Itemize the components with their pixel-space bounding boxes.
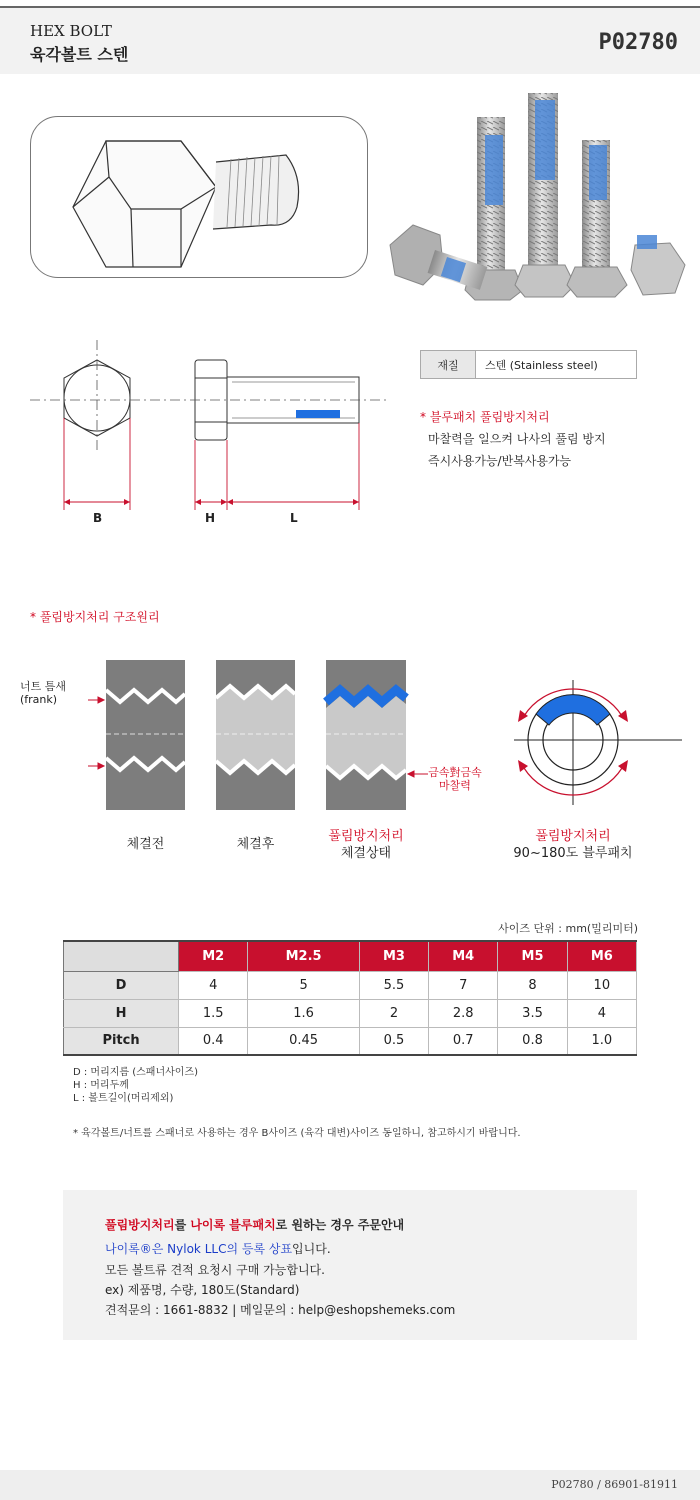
table-cell: 3.5: [498, 999, 567, 1027]
order-title-mid2: 로 원하는 경우 주문안내: [275, 1218, 405, 1232]
caption-lock: [316, 828, 416, 862]
row-header: Pitch: [64, 1027, 179, 1055]
bolt-photo: [385, 85, 690, 310]
bolt-sketch-frame: [30, 116, 368, 278]
feature-note-title: * 블루패치 풀림방지처리: [420, 410, 550, 424]
material-spec: [420, 350, 637, 379]
friction-label: [420, 766, 490, 792]
dimension-drawing-svg: [0, 320, 420, 530]
order-title-mid1: 를: [174, 1218, 191, 1232]
table-cell: 0.5: [359, 1027, 428, 1055]
page-header: [0, 6, 700, 74]
product-code: P02780: [598, 30, 678, 55]
order-contact-line: 견적문의 : 1661-8832 | 메일문의 : help@eshopshemeks.com: [105, 1303, 456, 1317]
table-cell: 5.5: [359, 971, 428, 999]
caption-before: 체결전: [126, 837, 165, 852]
caption-lock-red: 풀림방지처리: [328, 829, 404, 844]
principle-diagram-svg: [0, 650, 700, 815]
col-header: M6: [567, 941, 636, 971]
size-table-header: [64, 941, 637, 971]
table-cell: 0.7: [429, 1027, 498, 1055]
material-label: 재질: [421, 351, 476, 378]
col-header: M3: [359, 941, 428, 971]
order-line3: ex) 제품명, 수량, 180도(Standard): [105, 1283, 300, 1297]
order-info-title: [105, 1216, 404, 1233]
size-table: [63, 940, 637, 1056]
feature-note-line1: 마찰력을 일으켜 나사의 풀림 방지: [428, 432, 606, 446]
table-cell: 1.6: [248, 999, 359, 1027]
feature-note: [420, 406, 606, 472]
friction-label-line1: 금속對금속: [428, 766, 482, 779]
caption-patch-black: 90~180도 블루패치: [513, 846, 633, 861]
principle-diagram: [0, 650, 700, 880]
table-cell: 10: [567, 971, 636, 999]
legend-h: H : 머리두께: [73, 1080, 129, 1091]
footer-code: P02780 / 86901-81911: [551, 1478, 678, 1491]
spanner-note: * 육각볼트/너트를 스패너로 사용하는 경우 B사이즈 (육각 대변)사이즈 동일하니, 참고하시기 바랍니다.: [73, 1128, 521, 1139]
table-cell: 5: [248, 971, 359, 999]
order-trademark-line: [105, 1240, 331, 1257]
unit-note: 사이즈 단위 : mm(밀리미터): [498, 922, 638, 935]
order-title-red: 풀림방지처리: [105, 1218, 175, 1232]
table-row: [64, 1027, 637, 1055]
order-line2: 모든 볼트류 견적 요청시 구매 가능합니다.: [105, 1263, 325, 1277]
order-title-highlight: 나이록 블루패치: [190, 1218, 276, 1232]
caption-lock-black: 체결상태: [340, 846, 392, 861]
col-header: M5: [498, 941, 567, 971]
gap-label-line2: (frank): [20, 693, 58, 706]
row-header: H: [64, 999, 179, 1027]
table-cell: 7: [429, 971, 498, 999]
trademark-tail: 입니다.: [292, 1242, 331, 1256]
row-header: D: [64, 971, 179, 999]
table-cell: 1.0: [567, 1027, 636, 1055]
table-cell: 4: [179, 971, 248, 999]
col-header: M4: [429, 941, 498, 971]
col-header: M2: [179, 941, 248, 971]
trademark-text: 나이록®은 Nylok LLC의 등록 상표: [105, 1242, 293, 1256]
size-table-corner: [64, 941, 179, 971]
title-ko: 육각볼트 스텐: [30, 45, 129, 64]
dim-label-h: H: [205, 511, 216, 525]
dim-label-l: L: [290, 511, 298, 525]
table-row: [64, 999, 637, 1027]
dimension-drawing: [0, 320, 420, 530]
table-cell: 4: [567, 999, 636, 1027]
bolt-photo-icon: [385, 85, 690, 310]
table-cell: 0.4: [179, 1027, 248, 1055]
table-cell: 2.8: [429, 999, 498, 1027]
table-cell: 1.5: [179, 999, 248, 1027]
table-cell: 2: [359, 999, 428, 1027]
legend-d: D : 머리지름 (스패너사이즈): [73, 1067, 199, 1078]
bolt-sketch-icon: [31, 117, 369, 279]
dim-label-b: B: [93, 511, 103, 525]
col-header: M2.5: [248, 941, 359, 971]
material-value: 스텐 (Stainless steel): [485, 358, 598, 372]
caption-patch-red: 풀림방지처리: [535, 829, 611, 844]
feature-note-line2: 즉시사용가능/반복사용가능: [428, 454, 572, 468]
friction-label-line2: 마찰력: [439, 779, 471, 792]
table-cell: 8: [498, 971, 567, 999]
caption-patch: [503, 828, 643, 862]
gap-label: [20, 680, 66, 706]
gap-label-line1: 너트 틈새: [20, 680, 67, 693]
blue-patch-mark: [296, 410, 340, 418]
order-info-box: [63, 1190, 637, 1340]
page-footer: [0, 1470, 700, 1500]
legend-l: L : 볼트길이(머리제외): [73, 1093, 174, 1104]
title-en: HEX BOLT: [30, 22, 112, 40]
principle-title: * 풀림방지처리 구조원리: [30, 610, 160, 624]
dimension-legend: [73, 1066, 198, 1105]
caption-after: 체결후: [236, 837, 275, 852]
table-cell: 0.45: [248, 1027, 359, 1055]
table-row: [64, 971, 637, 999]
table-cell: 0.8: [498, 1027, 567, 1055]
